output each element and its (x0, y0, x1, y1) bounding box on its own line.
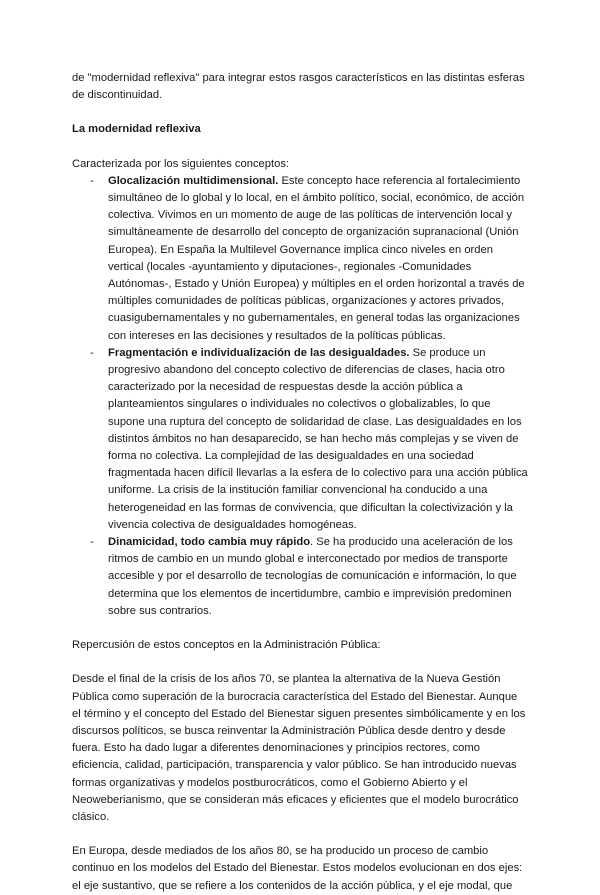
concepts-list (72, 173, 528, 620)
concept-term: Dinamicidad, todo cambia muy rápido (108, 536, 311, 549)
bullet-dash: - (90, 536, 94, 549)
concept-text: Se produce un progresivo abandono del concepto colectivo de diferencias de clases, hacia otro caracterizado por la necesidad de respuestas desde la acción pública a planteamientos singulares o individuales no colectivos o globalizables, lo que supone una ruptura del concepto de solidaridad de clase. Las desigualdades en los distintos ámbitos no han desaparecido, se han hecho más complejas y se viven de forma no colectiva. La complejidad de las desigualdades en una sociedad fragmentada hacen difícil llevarlas a la esfera de lo colectivo para una acción pública uniforme. La crisis de la institución familiar convencional ha conducido a una heterogeneidad en las formas de convivencia, que dificultan la colectivización y la vivencia colectiva de desigualdades homogéneas. (108, 346, 528, 531)
list-intro: Caracterizada por los siguientes conceptos: (72, 157, 290, 170)
concept-text: . Se ha producido una aceleración de los ritmos de cambio en un mundo global e interconectado por medios de transporte accesible y por el desarrollo de tecnologías de comunicación e información, lo que determina que los elementos de incertidumbre, cambio e imprevisión predominen sobre sus contrarios. (108, 536, 517, 617)
list-item (90, 534, 528, 620)
section-title: La modernidad reflexiva (72, 123, 201, 136)
repercussion-title: Repercusión de estos conceptos en la Administración Pública: (72, 639, 381, 652)
intro-fragment: de "modernidad reflexiva" para integrar estos rasgos característicos en las distintas esferas de discontinuidad. (72, 72, 525, 102)
paragraph: Desde el final de la crisis de los años 70, se plantea la alternativa de la Nueva Gestión Pública como superación de la burocracia característica del Estado del Bienestar. Aunque el término y el concepto del Estado del Bienestar siguen presentes simbólicamente y en los discursos políticos, se busca reinventar la Administración Pública desde dentro y desde fuera. Esto ha dado lugar a diferentes denominaciones y principios rectores, como eficiencia, calidad, participación, transparencia y valor público. Se han introducido nuevas formas organizativas y modelos postburocráticos, como el Gobierno Abierto y el Neoweberianismo, que se consideran más eficaces y eficientes que el modelo burocrático clásico. (72, 673, 526, 823)
list-item (90, 173, 528, 345)
paragraph: En Europa, desde mediados de los años 80, se ha producido un proceso de cambio continuo en los modelos del Estado del Bienestar. Estos modelos evolucionan en dos ejes: el eje sustantivo, que se refiere a los contenidos de la acción pública, y el eje modal, que (72, 845, 523, 892)
concept-text: Este concepto hace referencia al fortalecimiento simultáneo de lo global y lo local, en el ámbito político, social, económico, de acción colectiva. Vivimos en un momento de auge de las políticas de intervención local y simultáneamente de desarrollo del concepto de organización supranacional (Unión Europea). En España la Multilevel Governance implica cinco niveles en orden vertical (locales -ayuntamiento y diputaciones-, regionales -Comunidades Autónomas-, Estado y Unión Europea) y múltiples en el orden horizontal a través de múltiples comunidades de políticas públicas, organizaciones y actores privados, cuasigubernamentales y no gubernamentales, en general todas las organizaciones con intereses en las decisiones y resultados de la políticas públicas. (108, 174, 525, 342)
bullet-dash: - (90, 346, 94, 359)
concept-term: Glocalización multidimensional. (108, 174, 279, 187)
bullet-dash: - (90, 174, 94, 187)
list-item (90, 345, 528, 534)
document-page (72, 70, 528, 895)
concept-term: Fragmentación e individualización de las desigualdades. (108, 346, 410, 359)
